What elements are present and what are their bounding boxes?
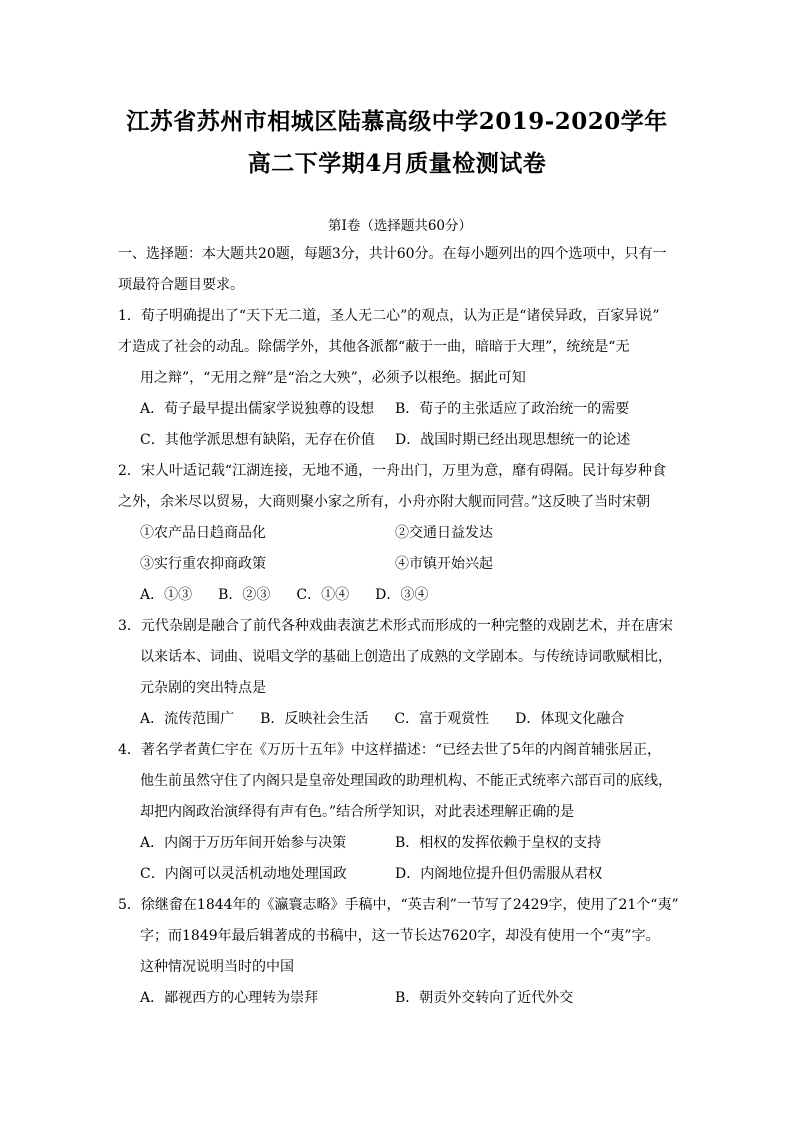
q3-option-b[interactable]: B．反映社会生活 — [260, 711, 369, 727]
question-5 — [118, 890, 682, 1014]
q5-stem-line-1: 5．徐继畲在1844年的《瀛寰志略》手稿中，“英吉利”一节写了2429字，使用了21个“夷” — [118, 897, 679, 913]
q2-statement-3: ③实行重农抑商政策 — [140, 556, 266, 572]
q4-options-row-2 — [118, 859, 682, 890]
q4-stem-line-3: 却把内阁政治演绎得有声有色。”结合所学知识，对此表述理解正确的是 — [140, 804, 575, 820]
q5-stem-line-2: 字；而1849年最后辑著成的书稿中，这一节长达7620字，却没有使用一个“夷”字。 — [140, 928, 660, 944]
q1-options-row-1 — [118, 394, 682, 425]
q1-options-row-2 — [118, 425, 682, 456]
title-line-1: 江苏省苏州市相城区陆慕高级中学2019-2020学年 — [126, 108, 668, 135]
q1-stem-line-1: 1．荀子明确提出了“天下无二道，圣人无二心”的观点，认为正是“诸侯异政，百家异说” — [118, 308, 660, 324]
q1-option-b[interactable]: B．荀子的主张适应了政治统一的需要 — [395, 401, 630, 417]
q5-stem-line-3: 这种情况说明当时的中国 — [140, 959, 294, 975]
q3-stem-line-2: 以来话本、词曲、说唱文学的基础上创造出了成熟的文学剧本。与传统诗词歌赋相比， — [140, 649, 672, 665]
q4-stem-line-1: 4．著名学者黄仁宇在《万历十五年》中这样描述：“已经去世了5年的内阁首辅张居正， — [118, 742, 661, 758]
question-1 — [118, 301, 682, 456]
q4-option-a[interactable]: A．内阁于万历年间开始参与决策 — [140, 835, 347, 851]
q2-statements-row-1 — [118, 518, 682, 549]
q2-option-b[interactable]: B．②③ — [218, 587, 271, 603]
question-3 — [118, 611, 682, 735]
q2-statement-2: ②交通日益发达 — [395, 525, 493, 541]
q1-stem-line-2: 才造成了社会的动乱。除儒学外，其他各派都“蔽于一曲，暗暗于大理”，统统是“无 — [118, 339, 630, 355]
q3-option-a[interactable]: A．流传范围广 — [140, 711, 235, 727]
instructions-line-1: 一、选择题：本大题共20题，每题3分，共计60分。在每小题列出的四个选项中，只有一 — [118, 246, 667, 262]
q3-option-c[interactable]: C．富于观赏性 — [394, 711, 490, 727]
q4-option-d[interactable]: D．内阁地位提升但仍需服从君权 — [395, 866, 603, 882]
q1-option-a[interactable]: A．荀子最早提出儒家学说独尊的设想 — [140, 401, 375, 417]
q3-option-d[interactable]: D．体现文化融合 — [515, 711, 625, 727]
q4-options-row-1 — [118, 828, 682, 859]
q3-stem-line-1: 3．元代杂剧是融合了前代各种戏曲表演艺术形式而形成的一种完整的戏剧艺术，并在唐宋 — [118, 618, 673, 634]
q1-stem-line-3: 用之辩”，“无用之辩”是“治之大殃”，必须予以根绝。据此可知 — [140, 370, 526, 386]
q2-statements-row-2 — [118, 549, 682, 580]
question-2 — [118, 456, 682, 611]
q4-stem-line-2: 他生前虽然守住了内阁只是皇帝处理国政的助理机构、不能正式统率六部百司的底线， — [140, 773, 672, 789]
q2-option-a[interactable]: A．①③ — [140, 587, 193, 603]
q2-option-d[interactable]: D．③④ — [375, 587, 429, 603]
instructions-line-2: 项最符合题目要求。 — [118, 277, 244, 293]
q3-stem-line-3: 元杂剧的突出特点是 — [140, 680, 266, 696]
volume-heading: 第Ⅰ卷（选择题共60分） — [327, 218, 472, 234]
q2-stem-line-1: 2．宋人叶适记载“江湖连接，无地不通，一舟出门，万里为意，靡有碍隔。民计每岁种食 — [118, 463, 667, 479]
title-line-2: 高二下学期4月质量检测试卷 — [247, 150, 547, 177]
q1-option-d[interactable]: D．战国时期已经出现思想统一的论述 — [395, 432, 631, 448]
q5-options-row-1 — [118, 983, 682, 1014]
q2-statement-4: ④市镇开始兴起 — [395, 556, 493, 572]
q5-option-a[interactable]: A．鄙视西方的心理转为崇拜 — [140, 990, 319, 1006]
q1-option-c[interactable]: C．其他学派思想有缺陷，无存在价值 — [140, 432, 375, 448]
exam-content — [118, 213, 682, 1014]
q2-option-c[interactable]: C．①④ — [296, 587, 350, 603]
q3-options-row — [118, 704, 682, 735]
q5-option-b[interactable]: B．朝贡外交转向了近代外交 — [395, 990, 574, 1006]
q2-stem-line-2: 之外，余米尽以贸易，大商则聚小家之所有，小舟亦附大舰而同营。”这反映了当时宋朝 — [118, 494, 651, 510]
q2-statement-1: ①农产品日趋商品化 — [140, 525, 266, 541]
q4-option-c[interactable]: C．内阁可以灵活机动地处理国政 — [140, 866, 347, 882]
question-4 — [118, 735, 682, 890]
q2-options-row — [118, 580, 682, 611]
q4-option-b[interactable]: B．相权的发挥依赖于皇权的支持 — [395, 835, 602, 851]
